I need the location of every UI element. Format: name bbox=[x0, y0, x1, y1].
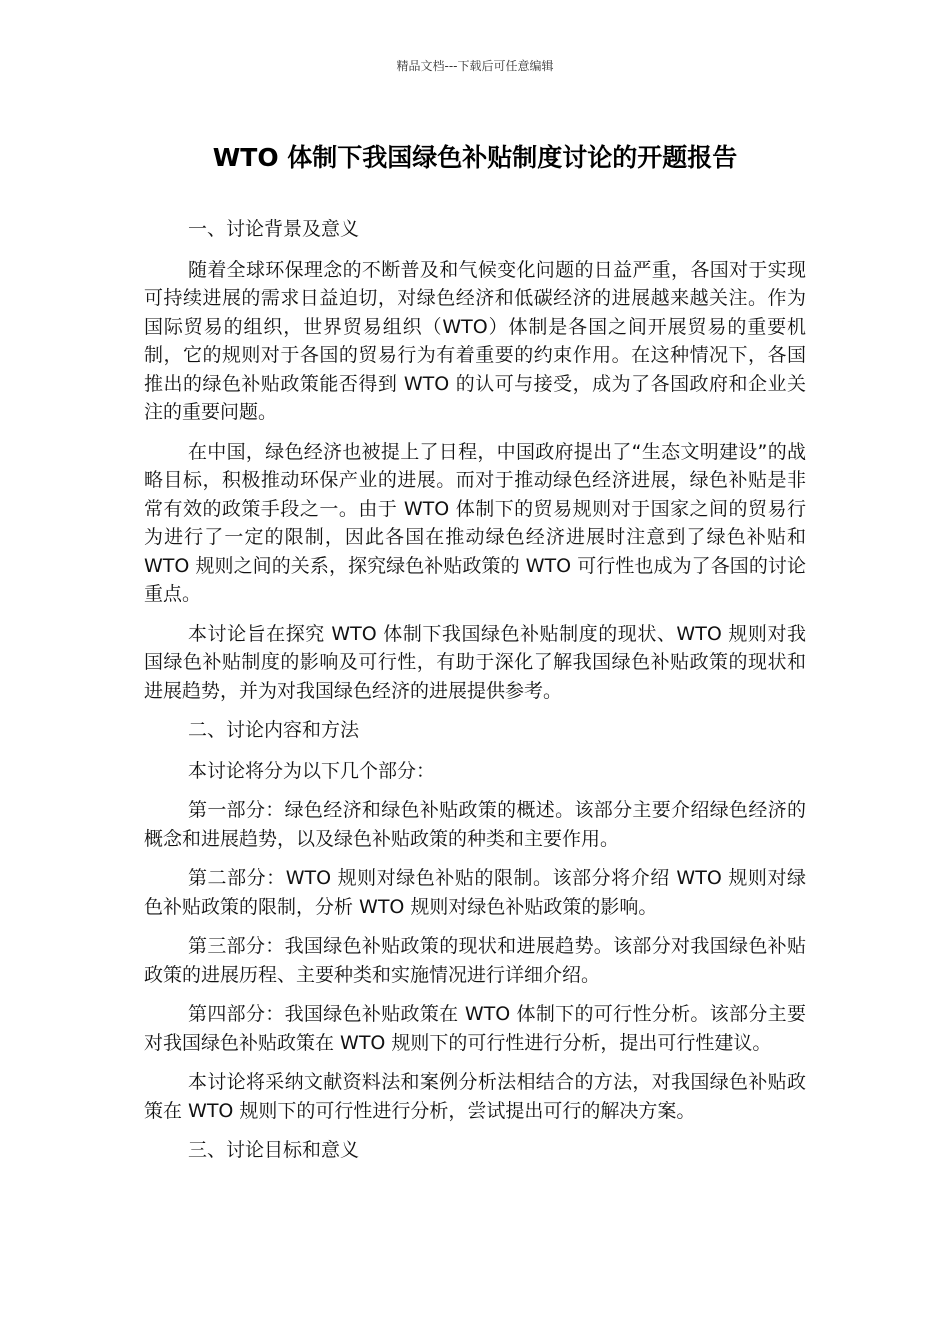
paragraph-background-2: 在中国，绿色经济也被提上了日程，中国政府提出了“生态文明建设”的战略目标，积极推动环保产业的进展。而对于推动绿色经济进展，绿色补贴是非常有效的政策手段之一。由于 WTO 体制下的贸易规则对于国家之间的贸易行为进行了一定的限制，因此各国在推动绿色经济进展时注意到了绿色补贴和 WTO 规则之间的关系，探究绿色补贴政策的 WTO 可行性也成为了各国的讨论重点。 bbox=[144, 440, 806, 605]
paragraph-part-two: 第二部分：WTO 规则对绿色补贴的限制。该部分将介绍 WTO 规则对绿色补贴政策的限制，分析 WTO 规则对绿色补贴政策的影响。 bbox=[144, 867, 806, 918]
paragraph-background-3: 本讨论旨在探究 WTO 体制下我国绿色补贴制度的现状、WTO 规则对我国绿色补贴制度的影响及可行性，有助于深化了解我国绿色补贴政策的现状和进展趋势，并为对我国绿色经济的进展提供参考。 bbox=[144, 622, 806, 702]
section-heading-background: 一、讨论背景及意义 bbox=[188, 218, 360, 240]
paragraph-method: 本讨论将采纳文献资料法和案例分析法相结合的方法，对我国绿色补贴政策在 WTO 规则下的可行性进行分析，尝试提出可行的解决方案。 bbox=[144, 1071, 806, 1122]
paragraph-part-one: 第一部分：绿色经济和绿色补贴政策的概述。该部分主要介绍绿色经济的概念和进展趋势，以及绿色补贴政策的种类和主要作用。 bbox=[144, 799, 806, 850]
paragraph-part-three: 第三部分：我国绿色补贴政策的现状和进展趋势。该部分对我国绿色补贴政策的进展历程、主要种类和实施情况进行详细介绍。 bbox=[144, 935, 806, 986]
document-body bbox=[144, 215, 806, 1177]
document-title: WTO 体制下我国绿色补贴制度讨论的开题报告 bbox=[212, 143, 738, 172]
page-header: 精品文档---下载后可任意编辑 bbox=[396, 59, 554, 73]
paragraph-background-1: 随着全球环保理念的不断普及和气候变化问题的日益严重，各国对于实现可持续进展的需求日益迫切，对绿色经济和低碳经济的进展越来越关注。作为国际贸易的组织，世界贸易组织（WTO）体制是各国之间开展贸易的重要机制，它的规则对于各国的贸易行为有着重要的约束作用。在这种情况下，各国推出的绿色补贴政策能否得到 WTO 的认可与接受，成为了各国政府和企业关注的重要问题。 bbox=[144, 258, 806, 423]
paragraph-part-four: 第四部分：我国绿色补贴政策在 WTO 体制下的可行性分析。该部分主要对我国绿色补贴政策在 WTO 规则下的可行性进行分析，提出可行性建议。 bbox=[144, 1003, 806, 1054]
section-heading-content-method: 二、讨论内容和方法 bbox=[188, 719, 360, 741]
section-heading-goals: 三、讨论目标和意义 bbox=[188, 1139, 360, 1161]
paragraph-intro-parts: 本讨论将分为以下几个部分： bbox=[188, 759, 436, 782]
